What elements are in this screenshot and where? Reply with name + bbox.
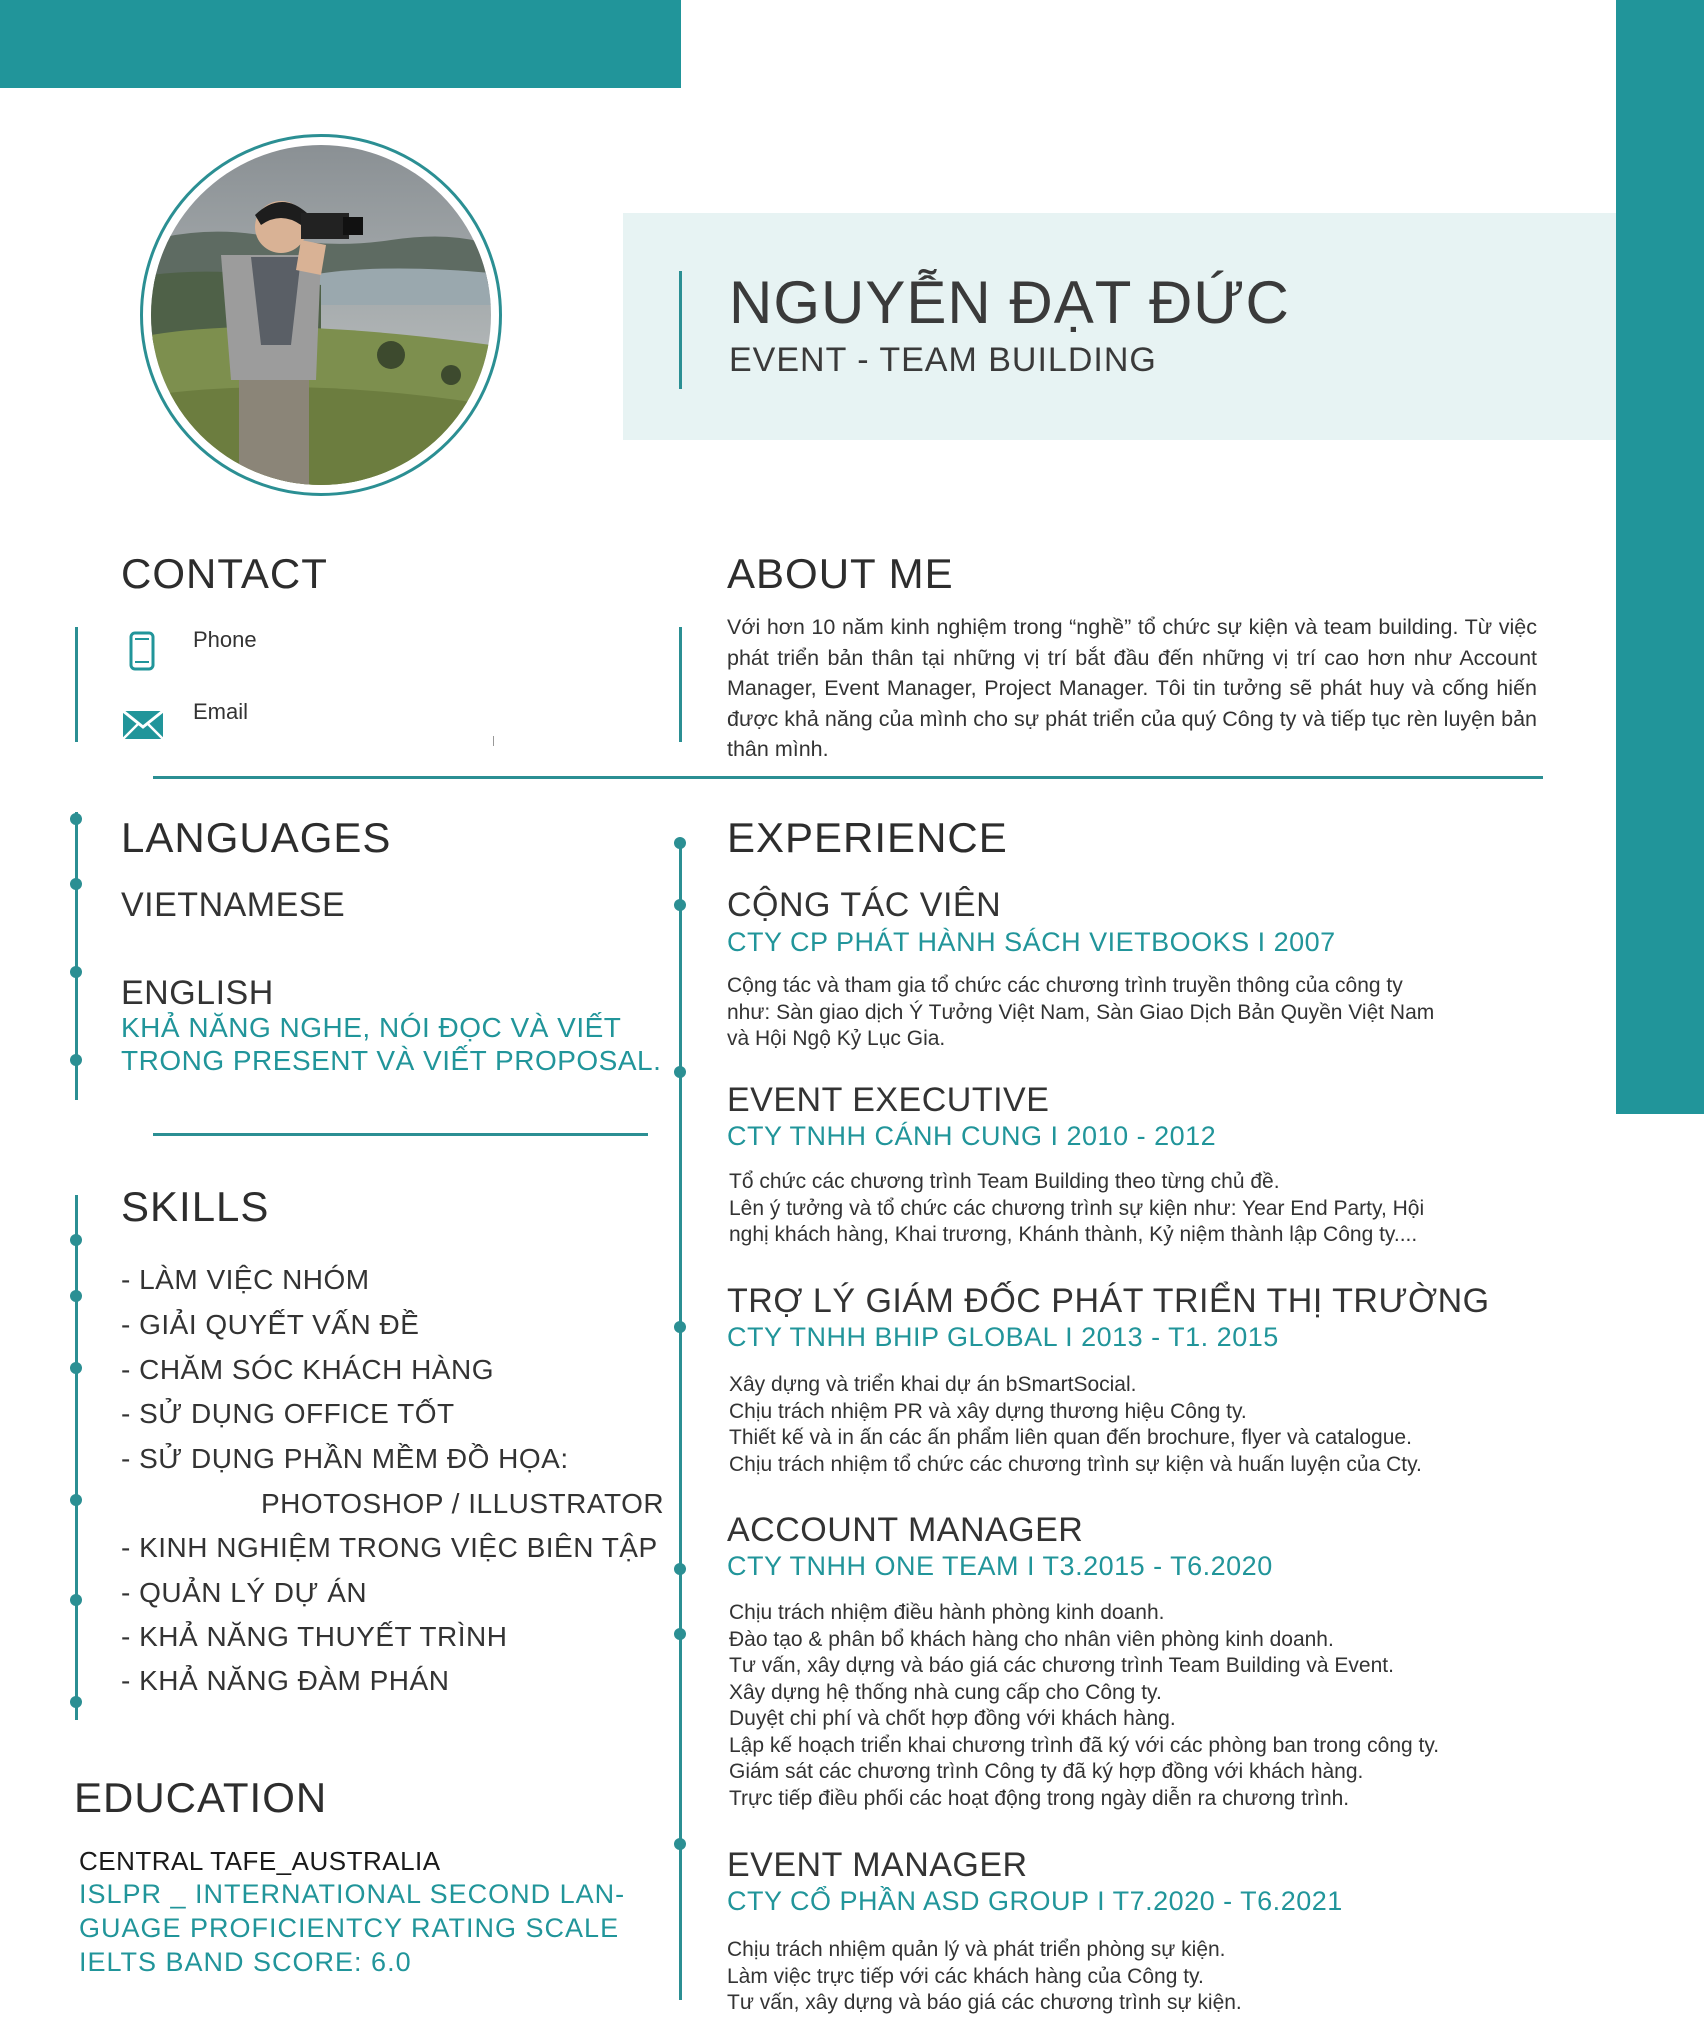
job-description-2: Tổ chức các chương trình Team Building theo từng chủ đề. Lên ý tưởng và tổ chức các chương trình sự kiện như: Year End Party, Hội nghị khách hàng, Khai trương, Khánh thành, Kỷ niệm thành lập Công ty.... [729,1170,1425,1246]
email-icon [123,711,163,744]
education-detail-line-1: ISLPR _ INTERNATIONAL SECOND LAN- [79,1879,626,1909]
job-company-3: CTY TNHH BHIP GLOBAL I 2013 - T1. 2015 [727,1322,1279,1352]
photographer-photo-image [151,145,491,485]
job-title: EVENT - TEAM BUILDING [729,341,1157,379]
full-name: NGUYỄN ĐẠT ĐỨC [729,269,1290,336]
right-accent-bar [1616,0,1704,1114]
job-company-4: CTY TNHH ONE TEAM I T3.2015 - T6.2020 [727,1551,1273,1581]
education-detail-line-2: GUAGE PROFICIENTCY RATING SCALE [79,1913,620,1943]
timeline-dot [674,1321,686,1333]
timeline-dot [674,899,686,911]
contact-rule [75,627,78,742]
timeline-dot [70,966,82,978]
section-divider [153,776,1543,779]
language-vietnamese: VIETNAMESE [121,886,346,924]
languages-divider [153,1133,648,1136]
skill-item: - LÀM VIỆC NHÓM [121,1264,370,1295]
timeline-dot [70,1290,82,1302]
timeline-dot [674,1563,686,1575]
timeline-dot [70,1594,82,1606]
job-description-3: Xây dựng và triển khai dự án bSmartSocial. Chịu trách nhiệm PR và xây dựng thương hiệu Công ty. Thiết kế và in ấn các ấn phẩm liên quan đến brochure, flyer và catalogue. Chịu trách nhiệm tổ chức các chương trình sự kiện và huấn luyện của Cty. [729,1373,1422,1476]
job-title-3: TRỢ LÝ GIÁM ĐỐC PHÁT TRIỂN THỊ TRƯỜNG [727,1282,1490,1320]
timeline-dot [674,1628,686,1640]
education-heading: EDUCATION [74,1774,328,1821]
timeline-dot [70,1054,82,1066]
skill-item: - QUẢN LÝ DỰ ÁN [121,1577,368,1608]
language-english: ENGLISH [121,974,274,1012]
job-title-4: ACCOUNT MANAGER [727,1511,1084,1549]
about-rule [679,627,682,742]
job-company-2: CTY TNHH CÁNH CUNG I 2010 - 2012 [727,1121,1217,1151]
job-description-4: Chịu trách nhiệm điều hành phòng kinh doanh. Đào tạo & phân bổ khách hàng cho nhân viên phòng kinh doanh. Tư vấn, xây dựng và báo giá các chương trình Team Building và Event. Xây dựng hệ thống nhà cung cấp cho Công ty. Duyệt chi phí và chốt hợp đồng với khách hàng. Lập kế hoạch triển khai chương trình đã ký với các phòng ban trong công ty. Giám sát các chương trình Công ty đã ký hợp đồng với khách hàng. Trực tiếp điều phối các hoạt động trong ngày diễn ra chương trình. [729,1601,1440,1810]
skill-item: - CHĂM SÓC KHÁCH HÀNG [121,1354,494,1385]
about-text: Với hơn 10 năm kinh nghiệm trong “nghề” tổ chức sự kiện và team building. Từ việc phát triển bản thân tại những vị trí bắt đầu đến những vị trí cao hơn như Account Manager, Event Manager, Project Manager. Tôi tin tưởng sẽ phát huy và cống hiến được khả năng của mình cho sự phát triển của quý Công ty và tiếp tục rèn luyện bản thân mình. [727,615,1537,761]
skill-item: - KHẢ NĂNG ĐÀM PHÁN [121,1665,450,1696]
phone-icon [129,631,155,676]
skill-item: PHOTOSHOP / ILLUSTRATOR [261,1488,665,1519]
experience-heading: EXPERIENCE [727,814,1008,861]
skills-heading: SKILLS [121,1183,270,1230]
skill-item: - KHẢ NĂNG THUYẾT TRÌNH [121,1621,508,1652]
job-description-5: Chịu trách nhiệm quản lý và phát triển phòng sự kiện. Làm việc trực tiếp với các khách hàng của Công ty. Tư vấn, xây dựng và báo giá các chương trình sự kiện. [727,1938,1242,2014]
timeline-dot [70,813,82,825]
top-left-accent-bar [0,0,681,88]
contact-tick [493,736,494,746]
job-description-1: Cộng tác và tham gia tổ chức các chương trình truyền thông của công ty như: Sàn giao dịch Ý Tưởng Việt Nam, Sàn Giao Dịch Bản Quyền Việt Nam và Hội Ngộ Kỷ Lục Gia. [727,974,1435,1050]
experience-timeline [679,840,682,2000]
education-detail-line-3: IELTS BAND SCORE: 6.0 [79,1947,412,1977]
phone-label: Phone [193,627,257,652]
timeline-dot [70,1362,82,1374]
skill-item: - SỬ DỤNG OFFICE TỐT [121,1398,455,1429]
timeline-dot [674,1838,686,1850]
job-company-1: CTY CP PHÁT HÀNH SÁCH VIETBOOKS I 2007 [727,927,1336,957]
contact-heading: CONTACT [121,550,328,597]
skills-timeline [75,1195,78,1720]
timeline-dot [70,878,82,890]
education-school: CENTRAL TAFE_AUSTRALIA [79,1846,441,1876]
email-label: Email [193,699,249,724]
job-title-1: CỘNG TÁC VIÊN [727,886,1002,924]
languages-heading: LANGUAGES [121,814,392,861]
job-title-5: EVENT MANAGER [727,1846,1028,1884]
name-divider [679,271,682,389]
timeline-dot [674,837,686,849]
skill-item: - SỬ DỤNG PHẦN MỀM ĐỒ HỌA: [121,1443,569,1474]
timeline-dot [70,1234,82,1246]
timeline-dot [70,1494,82,1506]
timeline-dot [674,1066,686,1078]
profile-photo [140,134,502,496]
timeline-dot [70,1696,82,1708]
job-title-2: EVENT EXECUTIVE [727,1081,1050,1119]
english-description-line-1: KHẢ NĂNG NGHE, NÓI ĐỌC VÀ VIẾT [121,1012,622,1043]
job-company-5: CTY CỔ PHẦN ASD GROUP I T7.2020 - T6.2021 [727,1886,1343,1916]
skill-item: - KINH NGHIỆM TRONG VIỆC BIÊN TẬP [121,1532,658,1563]
english-description-line-2: TRONG PRESENT VÀ VIẾT PROPOSAL. [121,1045,662,1076]
skill-item: - GIẢI QUYẾT VẤN ĐỀ [121,1309,420,1340]
about-heading: ABOUT ME [727,550,954,597]
